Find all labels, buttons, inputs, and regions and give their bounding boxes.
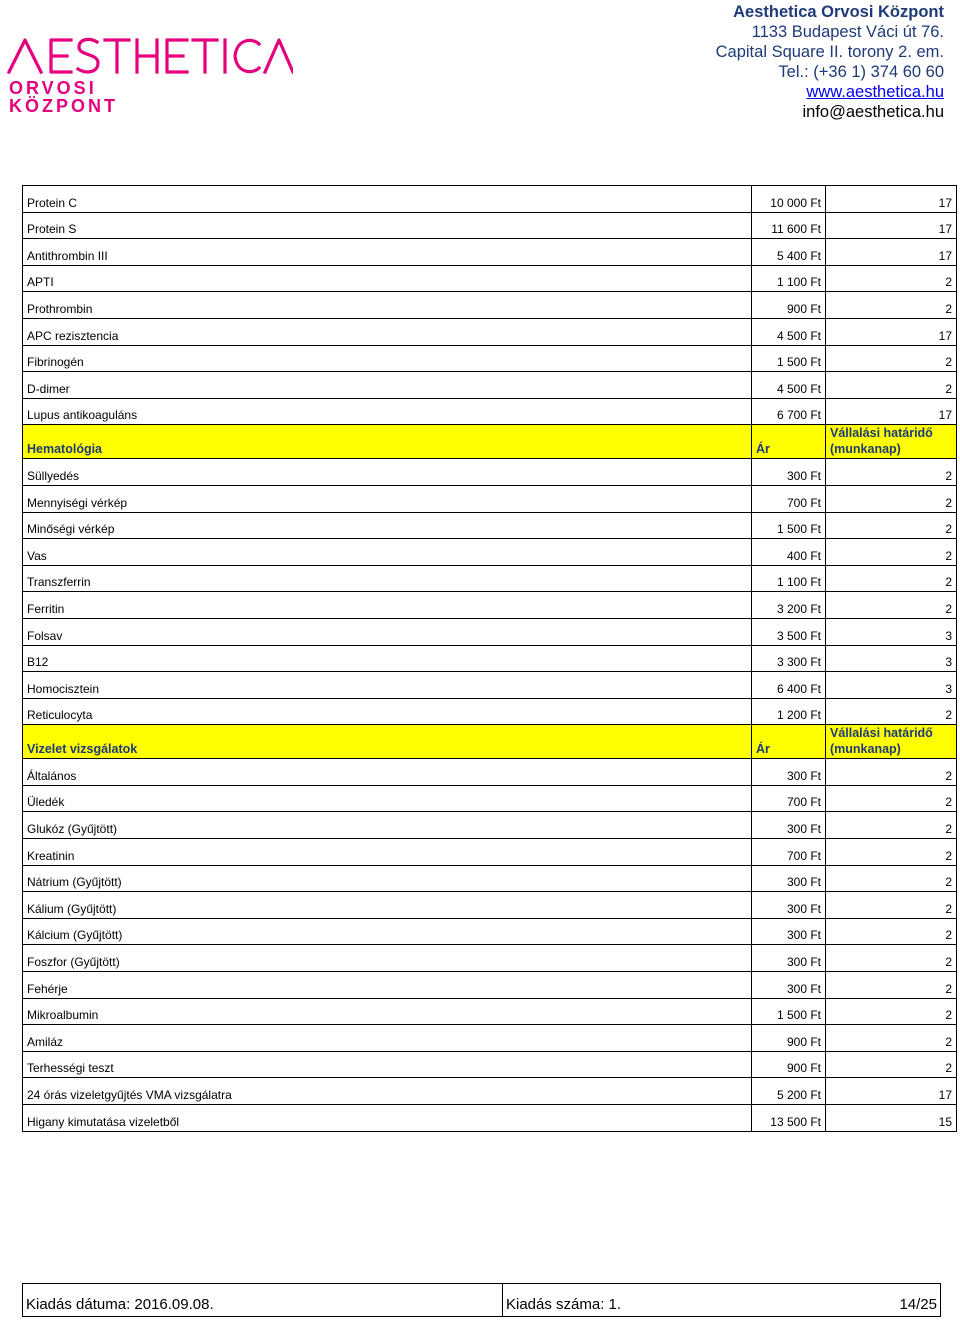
turnaround-days: 15 xyxy=(826,1105,957,1132)
test-price: 300 Ft xyxy=(752,759,826,786)
turnaround-days: 17 xyxy=(826,1078,957,1105)
test-price: 3 500 Ft xyxy=(752,618,826,645)
table-row xyxy=(23,945,957,972)
test-name: D-dimer xyxy=(23,372,752,399)
turnaround-days: 2 xyxy=(826,839,957,866)
table-row xyxy=(23,345,957,372)
test-name: Ferritin xyxy=(23,592,752,619)
table-row xyxy=(23,839,957,866)
section-title: Vizelet vizsgálatok xyxy=(23,725,752,759)
turnaround-days: 2 xyxy=(826,918,957,945)
test-price: 300 Ft xyxy=(752,892,826,919)
deadline-header xyxy=(826,725,957,759)
section-header-row xyxy=(23,425,957,459)
table-row xyxy=(23,1078,957,1105)
table-row xyxy=(23,865,957,892)
test-price: 700 Ft xyxy=(752,839,826,866)
test-price: 1 500 Ft xyxy=(752,345,826,372)
test-name: Kálium (Gyűjtött) xyxy=(23,892,752,919)
table-row xyxy=(23,372,957,399)
test-price: 6 700 Ft xyxy=(752,398,826,425)
deadline-header-line2: (munkanap) xyxy=(830,442,901,457)
contact-block xyxy=(716,2,944,122)
table-row xyxy=(23,512,957,539)
turnaround-days: 17 xyxy=(826,212,957,239)
table-row xyxy=(23,759,957,786)
turnaround-days: 2 xyxy=(826,972,957,999)
test-price: 1 200 Ft xyxy=(752,698,826,725)
issue-info xyxy=(503,1284,940,1316)
table-row xyxy=(23,1105,957,1132)
turnaround-days: 17 xyxy=(826,186,957,213)
table-row xyxy=(23,318,957,345)
turnaround-days: 2 xyxy=(826,345,957,372)
turnaround-days: 2 xyxy=(826,459,957,486)
test-name: Protein C xyxy=(23,186,752,213)
test-name: Mennyiségi vérkép xyxy=(23,485,752,512)
table-row xyxy=(23,485,957,512)
test-name: Kreatinin xyxy=(23,839,752,866)
table-row xyxy=(23,565,957,592)
table-row xyxy=(23,292,957,319)
turnaround-days: 3 xyxy=(826,618,957,645)
table-row xyxy=(23,998,957,1025)
deadline-header-line1: Vállalási határidő xyxy=(830,726,933,741)
turnaround-days: 2 xyxy=(826,539,957,566)
deadline-header-line2: (munkanap) xyxy=(830,742,901,757)
test-name: Glukóz (Gyűjtött) xyxy=(23,812,752,839)
logo-line3: KÖZPONT xyxy=(9,96,118,114)
test-name: Fehérje xyxy=(23,972,752,999)
address-line-2: Capital Square II. torony 2. em. xyxy=(715,43,944,61)
logo-line2: ORVOSI xyxy=(9,78,97,98)
turnaround-days: 2 xyxy=(826,812,957,839)
turnaround-days: 3 xyxy=(826,645,957,672)
turnaround-days: 2 xyxy=(826,372,957,399)
test-name: Minőségi vérkép xyxy=(23,512,752,539)
aesthetica-logo xyxy=(3,4,293,114)
turnaround-days: 2 xyxy=(826,1025,957,1052)
table-row xyxy=(23,972,957,999)
section-title: Hematológia xyxy=(23,425,752,459)
turnaround-days: 2 xyxy=(826,592,957,619)
clinic-name: Aesthetica Orvosi Központ xyxy=(733,3,944,21)
test-price: 10 000 Ft xyxy=(752,186,826,213)
turnaround-days: 2 xyxy=(826,892,957,919)
table-row xyxy=(23,592,957,619)
table-row xyxy=(23,265,957,292)
page-number: 14/25 xyxy=(899,1296,937,1313)
table-row xyxy=(23,186,957,213)
phone: Tel.: (+36 1) 374 60 60 xyxy=(778,63,944,81)
test-price: 3 200 Ft xyxy=(752,592,826,619)
test-name: B12 xyxy=(23,645,752,672)
table-row xyxy=(23,892,957,919)
test-name: 24 órás vizeletgyűjtés VMA vizsgálatra xyxy=(23,1078,752,1105)
issue-date xyxy=(23,1284,503,1316)
turnaround-days: 2 xyxy=(826,512,957,539)
test-price: 300 Ft xyxy=(752,945,826,972)
turnaround-days: 3 xyxy=(826,672,957,699)
test-price: 1 500 Ft xyxy=(752,998,826,1025)
table-row xyxy=(23,459,957,486)
test-price: 900 Ft xyxy=(752,1025,826,1052)
test-price: 6 400 Ft xyxy=(752,672,826,699)
test-name: Homocisztein xyxy=(23,672,752,699)
test-price: 300 Ft xyxy=(752,972,826,999)
turnaround-days: 2 xyxy=(826,485,957,512)
table-row xyxy=(23,239,957,266)
footer-box xyxy=(22,1283,941,1317)
address-line-1: 1133 Budapest Váci út 76. xyxy=(751,23,944,41)
turnaround-days: 2 xyxy=(826,945,957,972)
website-link[interactable]: www.aesthetica.hu xyxy=(806,83,944,101)
table-row xyxy=(23,918,957,945)
price-table xyxy=(22,185,957,1132)
test-name: Süllyedés xyxy=(23,459,752,486)
test-price: 300 Ft xyxy=(752,918,826,945)
test-name: APC rezisztencia xyxy=(23,318,752,345)
table-row xyxy=(23,812,957,839)
table-row xyxy=(23,672,957,699)
turnaround-days: 2 xyxy=(826,785,957,812)
deadline-header-line1: Vállalási határidő xyxy=(830,426,933,441)
test-name: Amiláz xyxy=(23,1025,752,1052)
test-name: Reticulocyta xyxy=(23,698,752,725)
section-header-row xyxy=(23,725,957,759)
test-price: 700 Ft xyxy=(752,485,826,512)
test-name: Antithrombin III xyxy=(23,239,752,266)
test-price: 400 Ft xyxy=(752,539,826,566)
table-row xyxy=(23,398,957,425)
turnaround-days: 17 xyxy=(826,398,957,425)
test-price: 11 600 Ft xyxy=(752,212,826,239)
test-name: Prothrombin xyxy=(23,292,752,319)
turnaround-days: 2 xyxy=(826,292,957,319)
test-name: Vas xyxy=(23,539,752,566)
test-name: Protein S xyxy=(23,212,752,239)
deadline-header xyxy=(826,425,957,459)
table-row xyxy=(23,1051,957,1078)
test-price: 300 Ft xyxy=(752,459,826,486)
test-name: APTI xyxy=(23,265,752,292)
turnaround-days: 2 xyxy=(826,865,957,892)
test-name: Kálcium (Gyűjtött) xyxy=(23,918,752,945)
test-price: 1 500 Ft xyxy=(752,512,826,539)
turnaround-days: 2 xyxy=(826,698,957,725)
test-name: Transzferrin xyxy=(23,565,752,592)
test-name: Üledék xyxy=(23,785,752,812)
test-price: 1 100 Ft xyxy=(752,265,826,292)
table-row xyxy=(23,698,957,725)
turnaround-days: 2 xyxy=(826,998,957,1025)
turnaround-days: 2 xyxy=(826,759,957,786)
test-price: 13 500 Ft xyxy=(752,1105,826,1132)
test-name: Folsav xyxy=(23,618,752,645)
table-row xyxy=(23,212,957,239)
test-name: Terhességi teszt xyxy=(23,1051,752,1078)
issue-date-text: Kiadás dátuma: 2016.09.08. xyxy=(26,1296,214,1313)
test-name: Nátrium (Gyűjtött) xyxy=(23,865,752,892)
test-price: 3 300 Ft xyxy=(752,645,826,672)
turnaround-days: 17 xyxy=(826,318,957,345)
test-price: 900 Ft xyxy=(752,292,826,319)
test-price: 5 400 Ft xyxy=(752,239,826,266)
test-price: 1 100 Ft xyxy=(752,565,826,592)
test-price: 4 500 Ft xyxy=(752,318,826,345)
test-price: 300 Ft xyxy=(752,812,826,839)
email-address[interactable]: info@aesthetica.hu xyxy=(802,103,944,121)
test-price: 4 500 Ft xyxy=(752,372,826,399)
test-name: Higany kimutatása vizeletből xyxy=(23,1105,752,1132)
turnaround-days: 2 xyxy=(826,1051,957,1078)
issue-number: Kiadás száma: 1. xyxy=(506,1296,622,1313)
turnaround-days: 17 xyxy=(826,239,957,266)
test-name: Foszfor (Gyűjtött) xyxy=(23,945,752,972)
test-name: Mikroalbumin xyxy=(23,998,752,1025)
test-name: Fibrinogén xyxy=(23,345,752,372)
test-name: Általános xyxy=(23,759,752,786)
test-price: 5 200 Ft xyxy=(752,1078,826,1105)
price-header: Ár xyxy=(752,725,826,759)
turnaround-days: 2 xyxy=(826,565,957,592)
table-row xyxy=(23,645,957,672)
table-row xyxy=(23,618,957,645)
table-row xyxy=(23,539,957,566)
price-header: Ár xyxy=(752,425,826,459)
test-price: 700 Ft xyxy=(752,785,826,812)
table-row xyxy=(23,785,957,812)
test-name: Lupus antikoaguláns xyxy=(23,398,752,425)
test-price: 300 Ft xyxy=(752,865,826,892)
table-row xyxy=(23,1025,957,1052)
turnaround-days: 2 xyxy=(826,265,957,292)
test-price: 900 Ft xyxy=(752,1051,826,1078)
